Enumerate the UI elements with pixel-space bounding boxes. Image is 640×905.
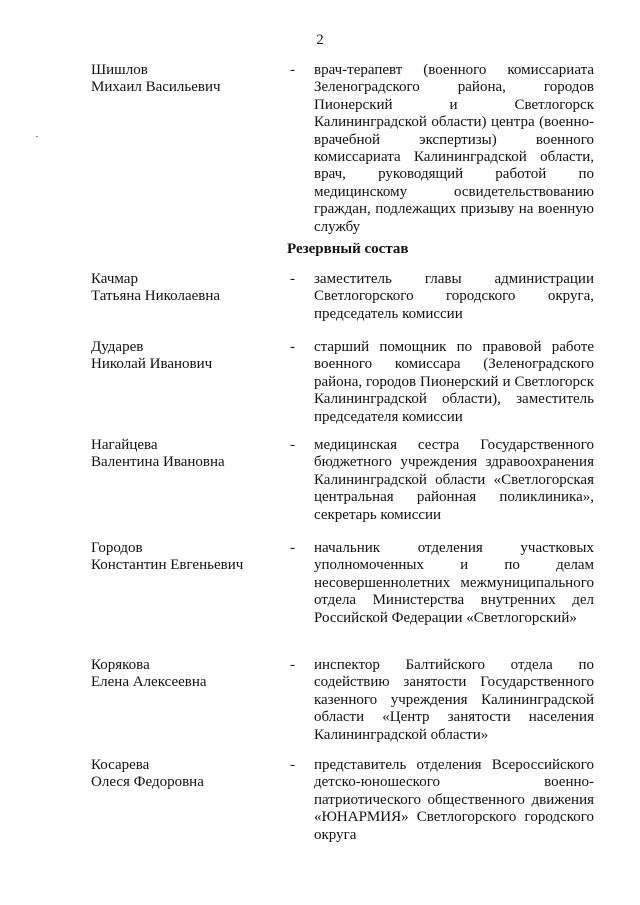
member-surname: Качмар xyxy=(91,271,138,287)
list-dash: - xyxy=(290,757,295,773)
member-given-names: Николай Иванович xyxy=(91,356,213,373)
section-heading: Резервный состав xyxy=(287,241,409,257)
member-given-names: Валентина Ивановна xyxy=(91,454,225,471)
list-dash: - xyxy=(290,540,295,556)
member-surname: Городов xyxy=(91,540,143,556)
member-role: врач-терапевт (военного комиссариата Зеленоградского района, городов Пионерский и Светлогорск Калининградской области) центра (военно-врачебной экспертизы) военного комиссариата Калининградской области, врач, руководящий работой по медицинскому освидетельствованию граждан, подлежащих призыву на военную службу xyxy=(314,62,594,235)
member-name xyxy=(91,62,281,97)
member-given-names: Константин Евгеньевич xyxy=(91,557,244,574)
member-name xyxy=(91,540,281,575)
page-number: 2 xyxy=(316,32,324,48)
member-surname: Косарева xyxy=(91,757,150,773)
member-name xyxy=(91,271,281,306)
member-role: заместитель главы администрации Светлогорского городского округа, председатель комиссии xyxy=(314,271,594,322)
member-surname: Дударев xyxy=(91,339,144,355)
margin-mark xyxy=(36,136,38,137)
member-name xyxy=(91,657,281,692)
member-name xyxy=(91,757,281,792)
list-dash: - xyxy=(290,339,295,355)
member-role: начальник отделения участковых уполномоченных и по делам несовершеннолетних межмуниципального отдела Министерства внутренних дел Российской Федерации «Светлогорский» xyxy=(314,540,594,626)
member-role: инспектор Балтийского отдела по содействию занятости Государственного казенного учреждения Калининградской области «Центр занятости населения Калининградской области» xyxy=(314,657,594,743)
list-dash: - xyxy=(290,62,295,78)
list-dash: - xyxy=(290,271,295,287)
member-given-names: Михаил Васильевич xyxy=(91,79,221,96)
member-surname: Нагайцева xyxy=(91,437,158,453)
member-surname: Корякова xyxy=(91,657,150,673)
member-surname: Шишлов xyxy=(91,62,148,78)
member-given-names: Елена Алексеевна xyxy=(91,674,207,691)
member-role: представитель отделения Всероссийского детско-юношеского военно-патриотического общественного движения «ЮНАРМИЯ» Светлогорского городского округа xyxy=(314,757,594,843)
member-role: медицинская сестра Государственного бюджетного учреждения здравоохранения Калининградской области «Светлогорская центральная районная поликлиника», секретарь комиссии xyxy=(314,437,594,523)
member-role: старший помощник по правовой работе военного комиссара (Зеленоградского района, городов Пионерский и Светлогорск Калининградской области), заместитель председателя комиссии xyxy=(314,339,594,425)
list-dash: - xyxy=(290,437,295,453)
member-name xyxy=(91,339,281,374)
member-name xyxy=(91,437,281,472)
list-dash: - xyxy=(290,657,295,673)
member-given-names: Олеся Федоровна xyxy=(91,774,204,791)
member-given-names: Татьяна Николаевна xyxy=(91,288,221,305)
